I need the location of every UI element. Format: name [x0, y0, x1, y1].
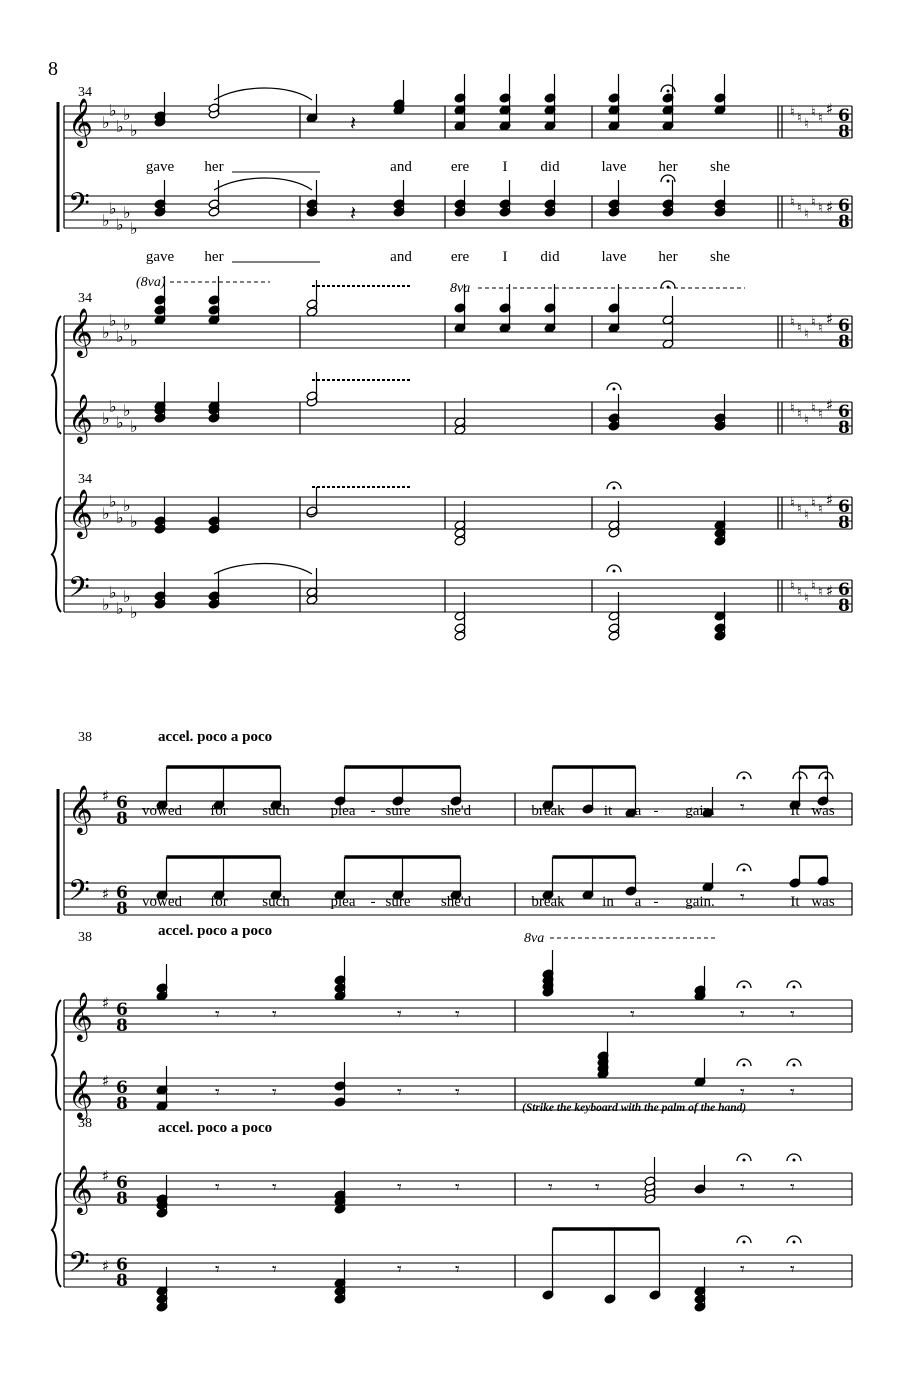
eighth-rest-icon: 𝄾	[272, 1177, 277, 1197]
lyric-lower: I	[502, 249, 508, 265]
bass-clef-icon: 𝄢	[68, 187, 90, 227]
lyric-lower: such	[262, 894, 290, 910]
lyric-upper: it	[603, 803, 613, 819]
flat-icon: ♭	[130, 331, 138, 350]
time-signature-numerator: 6	[838, 106, 850, 126]
lyric-upper: plea	[330, 803, 356, 819]
fermata-dot	[667, 180, 670, 183]
eighth-rest-icon: 𝄾	[790, 1082, 795, 1102]
natural-icon: ♮	[790, 195, 795, 210]
time-signature-denominator: 8	[116, 899, 128, 919]
lyric-upper: sure	[385, 803, 411, 819]
eighth-rest-icon: 𝄾	[455, 1082, 460, 1102]
flat-icon: ♭	[116, 599, 124, 618]
time-signature-denominator: 8	[838, 332, 850, 352]
eighth-rest-icon: 𝄾	[790, 1004, 795, 1024]
natural-icon: ♮	[790, 401, 795, 416]
tempo-marking-2: accel. poco a poco	[158, 923, 273, 939]
treble-clef-icon: 𝄞	[68, 393, 93, 442]
flat-icon: ♭	[109, 311, 117, 330]
natural-icon: ♮	[797, 407, 802, 422]
eighth-rest-icon: 𝄾	[455, 1259, 460, 1279]
natural-icon: ♮	[804, 117, 809, 132]
lyric-upper: It	[790, 803, 800, 819]
lyric-upper: lave	[601, 159, 627, 175]
flat-icon: ♭	[123, 203, 131, 222]
fermata-dot	[793, 1241, 796, 1244]
piano-brace	[52, 1000, 61, 1110]
tie	[214, 178, 312, 190]
natural-icon: ♮	[818, 407, 823, 422]
time-signature-numerator: 6	[838, 580, 850, 600]
natural-icon: ♮	[804, 591, 809, 606]
time-signature-denominator: 8	[116, 809, 128, 829]
time-signature-numerator: 6	[116, 883, 128, 903]
measure-number: 34	[78, 85, 92, 100]
piano-brace	[52, 316, 61, 434]
eighth-rest-icon: 𝄾	[272, 1004, 277, 1024]
treble-clef-icon: 𝄞	[68, 97, 93, 146]
flat-icon: ♭	[116, 413, 124, 432]
lyric-lower: gain.	[685, 894, 715, 910]
lyric-upper: she	[710, 159, 730, 175]
flat-icon: ♭	[116, 215, 124, 234]
tie	[214, 88, 312, 100]
measure-number: 34	[78, 472, 92, 487]
eighth-rest-icon: 𝄾	[595, 1177, 600, 1197]
natural-icon: ♮	[811, 579, 816, 594]
fermata-dot	[743, 869, 746, 872]
flat-icon: ♭	[109, 492, 117, 511]
lyric-upper: vowed	[142, 803, 182, 819]
lyric-lower: she'd	[440, 894, 472, 910]
treble-clef-icon: 𝄞	[68, 307, 93, 356]
lyric-lower: was	[811, 894, 835, 910]
sharp-icon: ♯	[826, 491, 834, 509]
tie	[214, 564, 312, 575]
lyric-lower: and	[390, 249, 412, 265]
measure-number: 38	[78, 930, 92, 945]
eighth-rest-icon: 𝄾	[397, 1259, 402, 1279]
sharp-icon: ♯	[102, 994, 110, 1012]
eighth-rest-icon: 𝄾	[790, 1259, 795, 1279]
fermata-dot	[743, 777, 746, 780]
flat-icon: ♭	[123, 587, 131, 606]
treble-clef-icon: 𝄞	[68, 784, 93, 833]
lyric-lower: did	[540, 249, 560, 265]
lyric-upper: for	[210, 803, 228, 819]
flat-icon: ♭	[102, 504, 110, 523]
tempo-marking-3: accel. poco a poco	[158, 1120, 273, 1136]
lyric-lower: a	[634, 894, 642, 910]
eighth-rest-icon: 𝄾	[397, 1177, 402, 1197]
natural-icon: ♮	[804, 413, 809, 428]
time-signature-numerator: 6	[838, 316, 850, 336]
flat-icon: ♭	[116, 117, 124, 136]
ottava-mark-2: 8va	[450, 281, 471, 296]
lyric-lower: break	[531, 894, 565, 910]
lyric-lower: -	[370, 894, 376, 910]
time-signature-numerator: 6	[838, 497, 850, 517]
quarter-rest-icon: 𝄽	[350, 113, 357, 135]
eighth-rest-icon: 𝄾	[455, 1177, 460, 1197]
lyric-upper: did	[540, 159, 560, 175]
natural-icon: ♮	[804, 327, 809, 342]
time-signature-denominator: 8	[116, 1094, 128, 1114]
lyric-upper: gave	[145, 159, 175, 175]
time-signature-denominator: 8	[838, 122, 850, 142]
eighth-rest-icon: 𝄾	[740, 797, 745, 817]
natural-icon: ♮	[811, 401, 816, 416]
time-signature-denominator: 8	[116, 1016, 128, 1036]
fermata-dot	[667, 90, 670, 93]
natural-icon: ♮	[797, 585, 802, 600]
sharp-icon: ♯	[102, 885, 110, 903]
natural-icon: ♮	[818, 502, 823, 517]
eighth-rest-icon: 𝄾	[272, 1082, 277, 1102]
flat-icon: ♭	[130, 417, 138, 436]
time-signature-numerator: 6	[116, 1000, 128, 1020]
lyric-upper: and	[390, 159, 412, 175]
tempo-marking-1: accel. poco a poco	[158, 729, 273, 745]
flat-icon: ♭	[102, 323, 110, 342]
time-signature-numerator: 6	[116, 1173, 128, 1193]
lyric-upper: she'd	[440, 803, 472, 819]
lyric-upper: was	[811, 803, 835, 819]
lyric-upper: ere	[450, 159, 470, 175]
natural-icon: ♮	[797, 201, 802, 216]
eighth-rest-icon: 𝄾	[548, 1177, 553, 1197]
flat-icon: ♭	[130, 121, 138, 140]
lyric-lower: -	[653, 894, 659, 910]
lyric-lower: in	[602, 894, 614, 910]
lyric-lower: ere	[450, 249, 470, 265]
eighth-rest-icon: 𝄾	[215, 1259, 220, 1279]
ottava-mark-3: 8va	[524, 931, 545, 946]
lyric-upper: -	[653, 803, 659, 819]
time-signature-denominator: 8	[116, 1189, 128, 1209]
time-signature-numerator: 6	[116, 1078, 128, 1098]
eighth-rest-icon: 𝄾	[215, 1004, 220, 1024]
fermata-dot	[613, 388, 616, 391]
fermata-dot	[793, 986, 796, 989]
sharp-icon: ♯	[102, 787, 110, 805]
lyric-lower: sure	[385, 894, 411, 910]
natural-icon: ♮	[811, 315, 816, 330]
piano-brace	[52, 1173, 61, 1287]
fermata-dot	[743, 1241, 746, 1244]
time-signature-numerator: 6	[116, 793, 128, 813]
fermata-dot	[799, 777, 802, 780]
flat-icon: ♭	[109, 101, 117, 120]
measure-number: 38	[78, 1116, 92, 1131]
lyric-upper: break	[531, 803, 565, 819]
flat-icon: ♭	[109, 583, 117, 602]
natural-icon: ♮	[811, 195, 816, 210]
lyric-lower: lave	[601, 249, 627, 265]
natural-icon: ♮	[818, 585, 823, 600]
time-signature-numerator: 6	[116, 1255, 128, 1275]
lyric-lower: It	[790, 894, 800, 910]
flat-icon: ♭	[102, 113, 110, 132]
lyric-lower: her	[658, 249, 678, 265]
flat-icon: ♭	[102, 211, 110, 230]
natural-icon: ♮	[797, 502, 802, 517]
treble-clef-icon: 𝄞	[68, 1069, 93, 1118]
treble-clef-icon: 𝄞	[68, 991, 93, 1040]
eighth-rest-icon: 𝄾	[630, 1004, 635, 1024]
bass-clef-icon: 𝄢	[68, 874, 90, 914]
lyric-upper: -	[370, 803, 376, 819]
fermata-dot	[613, 570, 616, 573]
fermata-dot	[743, 986, 746, 989]
flat-icon: ♭	[123, 496, 131, 515]
natural-icon: ♮	[811, 105, 816, 120]
sharp-icon: ♯	[826, 396, 834, 414]
sharp-icon: ♯	[102, 1167, 110, 1185]
lyric-upper: I	[502, 159, 508, 175]
lyric-upper: her	[658, 159, 678, 175]
piano-brace	[52, 497, 61, 612]
time-signature-denominator: 8	[116, 1271, 128, 1291]
flat-icon: ♭	[130, 512, 138, 531]
ottava-mark-1: (8va)	[136, 275, 166, 290]
natural-icon: ♮	[811, 496, 816, 511]
treble-clef-icon: 𝄞	[68, 488, 93, 537]
flat-icon: ♭	[130, 219, 138, 238]
page-number: 8	[48, 58, 58, 80]
flat-icon: ♭	[102, 595, 110, 614]
natural-icon: ♮	[797, 321, 802, 336]
eighth-rest-icon: 𝄾	[740, 887, 745, 907]
lyric-upper: such	[262, 803, 290, 819]
bass-clef-icon: 𝄢	[68, 571, 90, 611]
lyric-lower: for	[210, 894, 228, 910]
natural-icon: ♮	[818, 201, 823, 216]
flat-icon: ♭	[123, 401, 131, 420]
eighth-rest-icon: 𝄾	[740, 1177, 745, 1197]
performance-instruction: (Strike the keyboard with the palm of the hand)	[522, 1102, 747, 1114]
lyric-upper: a	[634, 803, 642, 819]
sharp-icon: ♯	[102, 1072, 110, 1090]
natural-icon: ♮	[818, 111, 823, 126]
lyric-upper: gain.	[685, 803, 715, 819]
flat-icon: ♭	[109, 397, 117, 416]
eighth-rest-icon: 𝄾	[790, 1177, 795, 1197]
natural-icon: ♮	[790, 496, 795, 511]
treble-clef-icon: 𝄞	[68, 1164, 93, 1213]
time-signature-denominator: 8	[838, 596, 850, 616]
eighth-rest-icon: 𝄾	[272, 1259, 277, 1279]
eighth-rest-icon: 𝄾	[215, 1177, 220, 1197]
measure-number: 34	[78, 291, 92, 306]
time-signature-numerator: 6	[838, 196, 850, 216]
fermata-dot	[743, 1064, 746, 1067]
time-signature-numerator: 6	[838, 402, 850, 422]
natural-icon: ♮	[797, 111, 802, 126]
eighth-rest-icon: 𝄾	[740, 1259, 745, 1279]
fermata-dot	[793, 1159, 796, 1162]
flat-icon: ♭	[116, 327, 124, 346]
eighth-rest-icon: 𝄾	[397, 1082, 402, 1102]
time-signature-denominator: 8	[838, 212, 850, 232]
eighth-rest-icon: 𝄾	[455, 1004, 460, 1024]
flat-icon: ♭	[123, 315, 131, 334]
lyric-lower: her	[204, 249, 224, 265]
lyric-lower: gave	[145, 249, 175, 265]
natural-icon: ♮	[818, 321, 823, 336]
lyric-lower: vowed	[142, 894, 182, 910]
eighth-rest-icon: 𝄾	[740, 1004, 745, 1024]
natural-icon: ♮	[804, 508, 809, 523]
flat-icon: ♭	[130, 603, 138, 622]
flat-icon: ♭	[123, 105, 131, 124]
measure-number: 38	[78, 730, 92, 745]
flat-icon: ♭	[116, 508, 124, 527]
natural-icon: ♮	[790, 105, 795, 120]
quarter-rest-icon: 𝄽	[350, 203, 357, 225]
fermata-dot	[613, 487, 616, 490]
fermata-dot	[743, 1159, 746, 1162]
sharp-icon: ♯	[826, 198, 834, 216]
time-signature-denominator: 8	[838, 513, 850, 533]
sharp-icon: ♯	[826, 582, 834, 600]
sharp-icon: ♯	[826, 100, 834, 118]
lyric-upper: her	[204, 159, 224, 175]
bass-clef-icon: 𝄢	[68, 1246, 90, 1286]
eighth-rest-icon: 𝄾	[397, 1004, 402, 1024]
sharp-icon: ♯	[102, 1257, 110, 1275]
eighth-rest-icon: 𝄾	[215, 1082, 220, 1102]
natural-icon: ♮	[790, 579, 795, 594]
sharp-icon: ♯	[826, 310, 834, 328]
flat-icon: ♭	[109, 199, 117, 218]
natural-icon: ♮	[790, 315, 795, 330]
lyric-lower: plea	[330, 894, 356, 910]
flat-icon: ♭	[102, 409, 110, 428]
natural-icon: ♮	[804, 207, 809, 222]
lyric-lower: she	[710, 249, 730, 265]
fermata-dot	[793, 1064, 796, 1067]
eighth-rest-icon: 𝄾	[740, 1082, 745, 1102]
fermata-dot	[825, 777, 828, 780]
time-signature-denominator: 8	[838, 418, 850, 438]
